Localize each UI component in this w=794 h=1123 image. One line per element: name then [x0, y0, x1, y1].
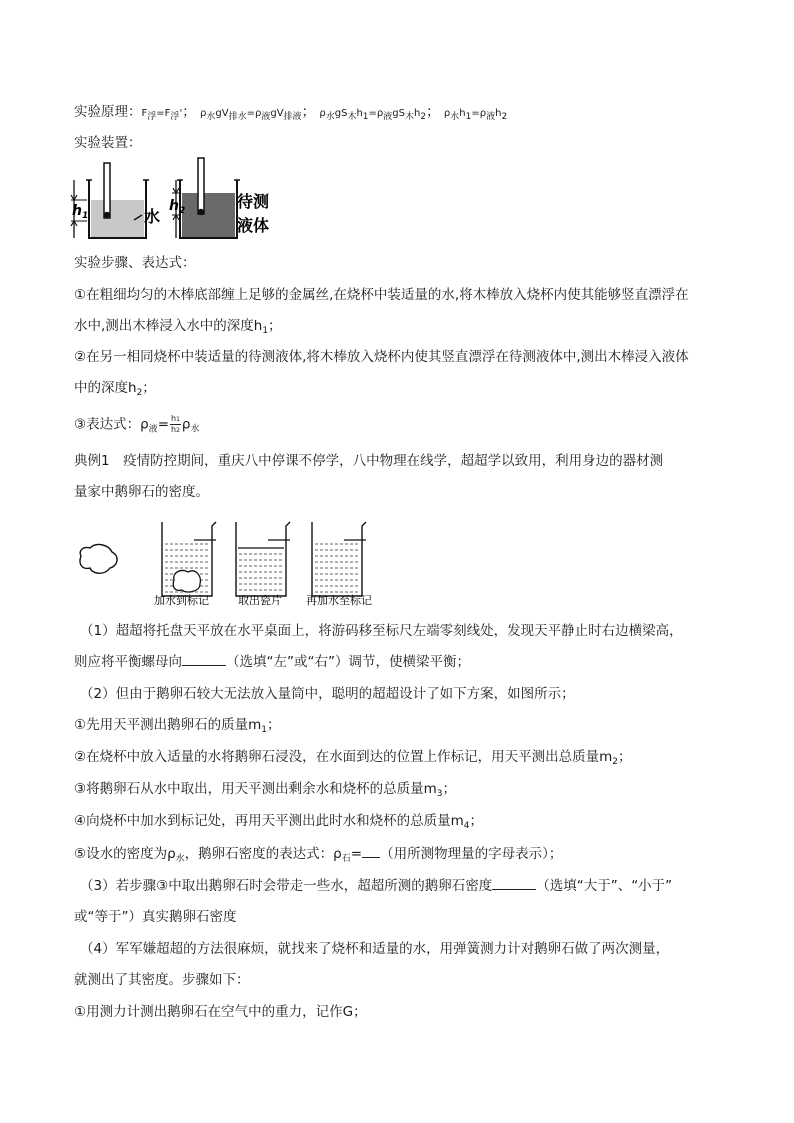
principle-line: 实验原理：$F_浮=F_浮'$； $\rho_水gV_{排水}=\rho_液gV_{排液}$； $\rho_水gS_木h_1=\rho_液gS_木h_2$； $\rho_水h_1=\rho_液h_2$ [74, 104, 508, 122]
fig-liquid-label-2: 液体 [237, 216, 270, 235]
step-1-line-2: 水中,测出木棒浸入水中的深度$h_1$； [74, 318, 282, 336]
q3-line-1: （3）若步骤③中取出鹅卵石时会带走一些水，超超所测的鹅卵石密度 （选填“大于”、“小于” [80, 878, 673, 894]
q4-line-2: 就测出了其密度。步骤如下： [74, 972, 250, 988]
answer-blank-1[interactable] [182, 653, 226, 666]
beaker-water [71, 163, 149, 238]
q2-step-5: ⑤设水的密度为$\rho_水$，鹅卵石密度的表达式：$\rho_石=$ （用所测物理量的字母表示）； [74, 846, 563, 864]
step-3-expression: ③表达式：$\rho_液=$ $\frac{h1}{h2}$ $\rho_水$ [74, 414, 200, 435]
q4-step-1: ①用测力计测出鹅卵石在空气中的重力，记作G； [74, 1004, 367, 1020]
apparatus-figure [70, 155, 290, 245]
q3-line-2: 或“等于”）真实鹅卵石密度 [74, 909, 237, 925]
q2-step-3: ③将鹅卵石从水中取出，用天平测出剩余水和烧杯的总质量$m_3$； [74, 781, 456, 799]
example-line-2: 量家中鹅卵石的密度。 [74, 484, 209, 500]
fig-h1-label: $h_1$ [72, 203, 89, 221]
caption-remove: 取出瓷片 [238, 594, 282, 607]
pebble-shape [80, 545, 117, 574]
step-1-line-1: ①在粗细均匀的木棒底部缠上足够的金属丝,在烧杯中装适量的水,将木棒放入烧杯内使其能够竖直漂浮在 [74, 287, 689, 303]
q2-step-4: ④向烧杯中加水到标记处，再用天平测出此时水和烧杯的总质量$m_4$； [74, 813, 483, 831]
q2-step-2: ②在烧杯中放入适量的水将鹅卵石浸没，在水面到达的位置上作标记，用天平测出总质量$m_2$； [74, 749, 632, 767]
example-figure [74, 514, 394, 608]
fig-h2-label: $h_2$ [169, 198, 186, 216]
caption-refill: 再加水至标记 [306, 594, 372, 607]
answer-blank-3[interactable] [492, 877, 536, 890]
caption-add-water: 加水到标记 [154, 594, 209, 607]
q1-line-1: （1）超超将托盘天平放在水平桌面上，将游码移至标尺左端零刻线处，发现天平静止时右边横梁高， [80, 623, 683, 639]
q4-line-1: （4）军军嫌超超的方法很麻烦，就找来了烧杯和适量的水，用弹簧测力计对鹅卵石做了两次测量， [80, 941, 670, 957]
steps-label: 实验步骤、表达式： [74, 255, 196, 271]
example-line-1: 典例1 疫情防控期间，重庆八中停课不停学，八中物理在线学，超超学以致用，利用身边的器材测 [74, 453, 664, 469]
beaker-add-water [162, 522, 216, 596]
q2-line: （2）但由于鹅卵石较大无法放入量筒中，聪明的超超设计了如下方案，如图所示； [80, 686, 575, 702]
fraction-h1-h2: $\frac{h1}{h2}$ [171, 414, 180, 434]
fig-liquid-label-1: 待测 [237, 192, 270, 211]
step-2-line-2: 中的深度$h_2$； [74, 380, 156, 398]
principle-label: 实验原理： [74, 104, 142, 120]
answer-blank-2[interactable] [362, 845, 380, 858]
beaker-liquid [172, 158, 240, 238]
q1-line-2: 则应将平衡螺母向 （选填“左”或“右”）调节，使横梁平衡； [74, 654, 470, 670]
step-2-line-1: ②在另一相同烧杯中装适量的待测液体,将木棒放入烧杯内使其竖直漂浮在待测液体中,测出木棒浸入液体 [74, 349, 689, 365]
beaker-remove [236, 522, 290, 596]
beaker-refill [312, 522, 366, 596]
q2-step-1: ①先用天平测出鹅卵石的质量$m_1$； [74, 717, 281, 735]
apparatus-label: 实验装置： [74, 135, 142, 151]
fig-water-label: 水 [144, 207, 161, 226]
